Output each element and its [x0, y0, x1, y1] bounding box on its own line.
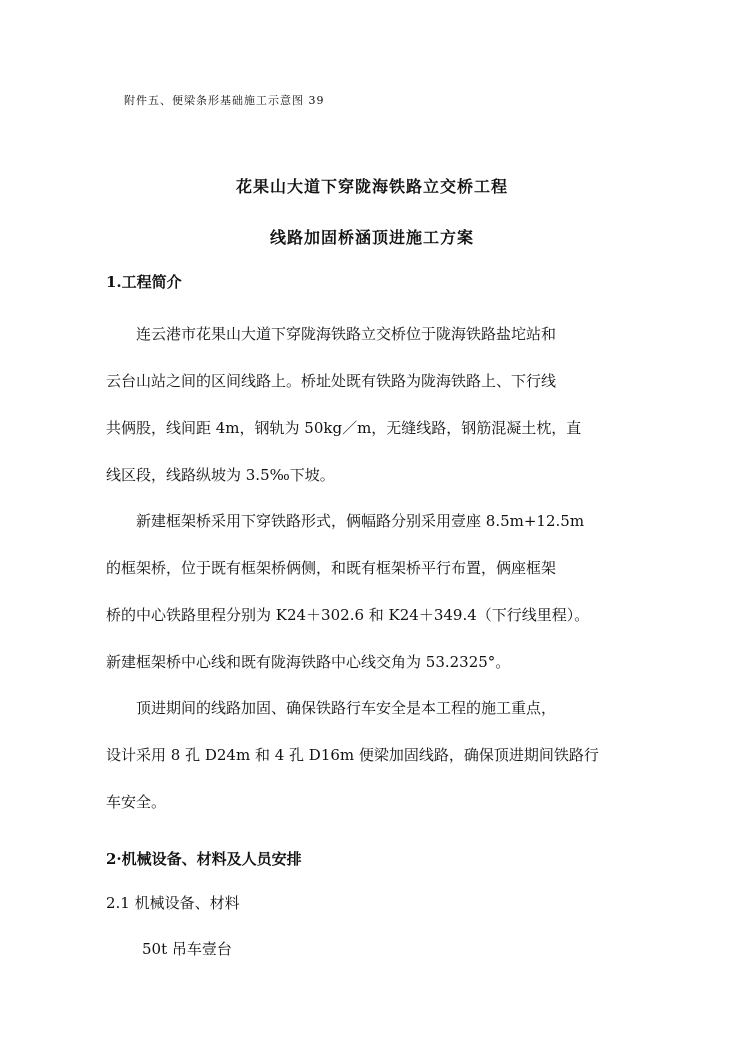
paragraph-line: 车安全。 — [106, 793, 167, 811]
paragraph-line: 顶进期间的线路加固、确保铁路行车安全是本工程的施工重点， — [106, 699, 557, 717]
document-subtitle: 线路加固桥涵顶进施工方案 — [269, 228, 474, 247]
section-2-heading: 2·机械设备、材料及人员安排 — [106, 850, 302, 868]
paragraph-line: 设计采用 8 孔 D24m 和 4 孔 D16m 便梁加固线路，确保顶进期间铁路行 — [106, 746, 599, 764]
paragraph-line: 云台山站之间的区间线路上。桥址处既有铁路为陇海铁路上、下行线 — [106, 372, 557, 390]
project-overview-paragraph-2 — [106, 498, 640, 686]
equipment-item: 50t 吊车壹台 — [142, 940, 232, 958]
subsection-2-1-heading: 2.1 机械设备、材料 — [106, 894, 240, 912]
attachment-note: 附件五、便梁条形基础施工示意图 39 — [124, 94, 325, 107]
paragraph-line: 线区段，线路纵坡为 3.5‰下坡。 — [106, 466, 335, 484]
paragraph-line: 共俩股，线间距 4m，钢轨为 50kg／m，无缝线路，钢筋混凝土枕，直 — [106, 419, 582, 437]
paragraph-line: 新建框架桥采用下穿铁路形式，俩幅路分别采用壹座 8.5m+12.5m — [106, 512, 585, 530]
project-overview-paragraph-1 — [106, 311, 640, 499]
paragraph-line: 桥的中心铁路里程分别为 K24＋302.6 和 K24＋349.4（下行线里程）。 — [106, 606, 590, 624]
document-title: 花果山大道下穿陇海铁路立交桥工程 — [235, 177, 508, 196]
paragraph-line: 的框架桥，位于既有框架桥俩侧，和既有框架桥平行布置，俩座框架 — [106, 559, 557, 577]
project-overview-paragraph-3 — [106, 685, 640, 826]
paragraph-line: 连云港市花果山大道下穿陇海铁路立交桥位于陇海铁路盐坨站和 — [106, 325, 557, 343]
paragraph-line: 新建框架桥中心线和既有陇海铁路中心线交角为 53.2325°。 — [106, 653, 511, 671]
section-1-heading: 1.工程简介 — [106, 273, 182, 291]
